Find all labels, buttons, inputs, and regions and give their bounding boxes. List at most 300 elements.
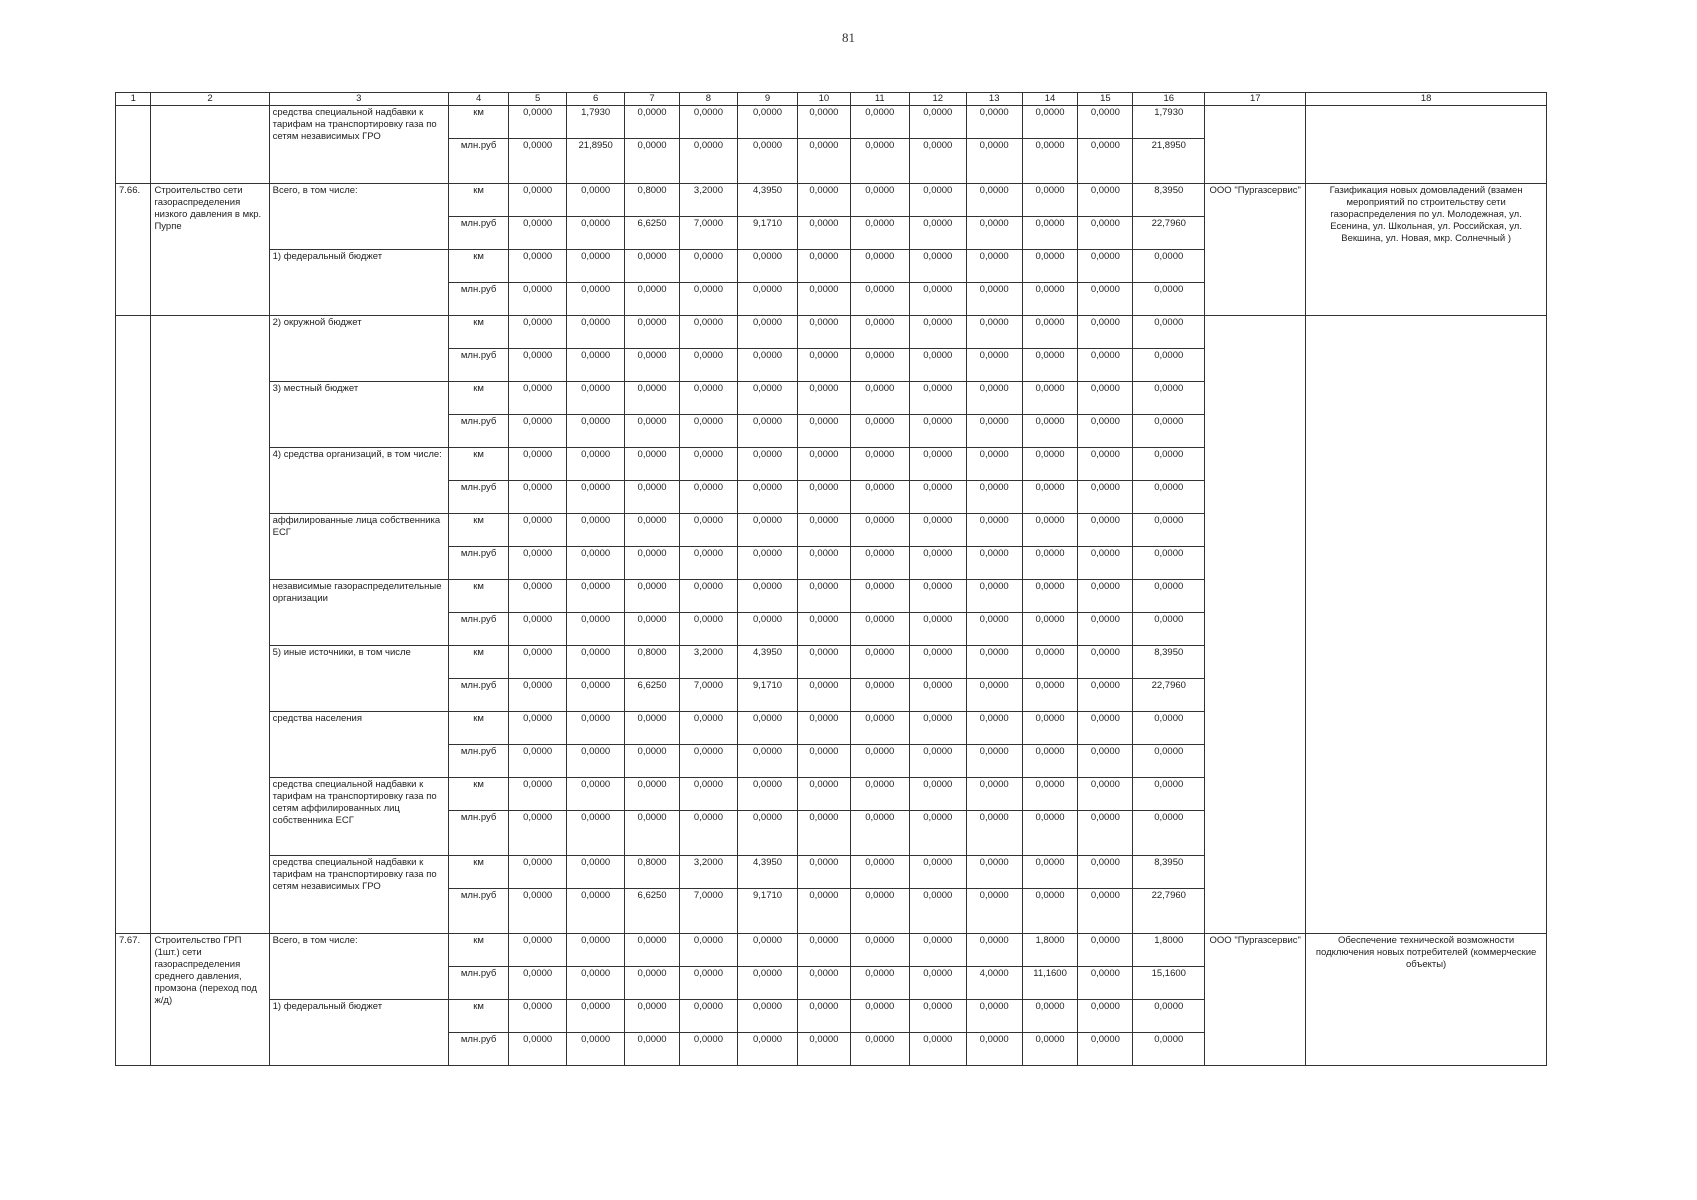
page-number: 81 (842, 30, 855, 45)
value-cell: 0,0000 (679, 139, 737, 184)
column-header: 10 (798, 93, 851, 106)
value-cell: 0,0000 (509, 613, 567, 646)
operator-cell: ООО "Пургазсервис" (1205, 184, 1306, 316)
value-cell: 0,0000 (1022, 184, 1078, 217)
investment-table (115, 92, 1547, 1066)
value-cell: 0,0000 (509, 856, 567, 889)
value-cell: 0,0000 (1078, 316, 1133, 349)
value-cell: 0,0000 (1022, 514, 1078, 547)
table-row (116, 316, 1547, 349)
value-cell: 0,0000 (509, 1000, 567, 1033)
value-cell: 0,0000 (850, 856, 909, 889)
value-cell: 0,0000 (1022, 889, 1078, 934)
unit-cell: млн.руб (449, 745, 509, 778)
unit-cell: млн.руб (449, 811, 509, 856)
value-cell: 0,0000 (625, 250, 680, 283)
value-cell: 0,0000 (1022, 679, 1078, 712)
value-cell: 6,6250 (625, 889, 680, 934)
value-cell: 0,0000 (679, 316, 737, 349)
value-cell: 0,0000 (966, 580, 1022, 613)
value-cell: 0,0000 (1022, 580, 1078, 613)
value-cell: 0,0000 (798, 889, 851, 934)
value-cell: 0,0000 (737, 580, 797, 613)
value-cell: 0,0000 (567, 856, 625, 889)
value-cell: 0,0000 (509, 811, 567, 856)
value-cell: 0,0000 (1022, 217, 1078, 250)
value-cell: 0,0000 (509, 934, 567, 967)
value-cell: 0,0000 (567, 1000, 625, 1033)
value-cell: 1,7930 (1133, 106, 1205, 139)
row-number-cell: 7.66. (116, 184, 151, 316)
value-cell: 0,0000 (567, 448, 625, 481)
value-cell: 0,0000 (798, 547, 851, 580)
value-cell: 0,0000 (1078, 514, 1133, 547)
value-cell: 0,0000 (966, 106, 1022, 139)
unit-cell: км (449, 514, 509, 547)
value-cell: 0,0000 (1078, 745, 1133, 778)
value-cell: 0,0000 (625, 415, 680, 448)
unit-cell: млн.руб (449, 679, 509, 712)
value-cell: 0,0000 (1022, 646, 1078, 679)
funding-source-cell: средства населения (269, 712, 448, 778)
value-cell: 0,0000 (850, 967, 909, 1000)
value-cell: 0,0000 (679, 250, 737, 283)
value-cell: 0,0000 (737, 139, 797, 184)
value-cell: 0,0000 (1078, 889, 1133, 934)
unit-cell: млн.руб (449, 283, 509, 316)
purpose-cell: Газификация новых домовладений (взамен мероприятий по строительству сети газораспределения по ул. Молодежная, ул. Есенина, ул. Школьная, ул. Российская, ул. Векшина, ул. Новая, мкр. Солнечный ) (1306, 184, 1547, 316)
value-cell: 0,0000 (679, 481, 737, 514)
value-cell: 0,0000 (966, 811, 1022, 856)
value-cell: 0,0000 (737, 415, 797, 448)
value-cell: 0,0000 (625, 712, 680, 745)
value-cell: 0,0000 (1133, 415, 1205, 448)
column-header: 6 (567, 93, 625, 106)
value-cell: 0,8000 (625, 184, 680, 217)
unit-cell: млн.руб (449, 349, 509, 382)
funding-source-cell: средства специальной надбавки к тарифам на транспортировку газа по сетям независимых ГРО (269, 856, 448, 934)
value-cell: 0,0000 (567, 1033, 625, 1066)
value-cell: 0,0000 (966, 283, 1022, 316)
value-cell: 0,0000 (1133, 778, 1205, 811)
value-cell: 0,0000 (850, 382, 909, 415)
unit-cell: млн.руб (449, 547, 509, 580)
value-cell: 15,1600 (1133, 967, 1205, 1000)
value-cell: 0,0000 (798, 646, 851, 679)
value-cell: 0,0000 (1133, 316, 1205, 349)
value-cell: 0,0000 (625, 1033, 680, 1066)
value-cell: 0,0000 (798, 316, 851, 349)
value-cell: 0,0000 (850, 679, 909, 712)
column-header: 7 (625, 93, 680, 106)
value-cell: 0,0000 (850, 778, 909, 811)
column-header: 3 (269, 93, 448, 106)
value-cell: 0,0000 (567, 745, 625, 778)
column-header: 9 (737, 93, 797, 106)
value-cell: 0,0000 (567, 967, 625, 1000)
value-cell: 7,0000 (679, 889, 737, 934)
value-cell: 1,8000 (1022, 934, 1078, 967)
value-cell: 21,8950 (567, 139, 625, 184)
value-cell: 0,0000 (1078, 283, 1133, 316)
value-cell: 0,0000 (850, 934, 909, 967)
column-header: 2 (151, 93, 269, 106)
project-name-cell (151, 106, 269, 184)
value-cell: 22,7960 (1133, 889, 1205, 934)
value-cell: 0,0000 (1022, 811, 1078, 856)
value-cell: 0,0000 (679, 415, 737, 448)
value-cell: 0,8000 (625, 856, 680, 889)
value-cell: 0,0000 (679, 712, 737, 745)
value-cell: 0,0000 (1133, 1033, 1205, 1066)
value-cell: 0,0000 (679, 448, 737, 481)
value-cell: 0,0000 (737, 1033, 797, 1066)
value-cell: 0,0000 (509, 448, 567, 481)
value-cell: 0,0000 (567, 382, 625, 415)
funding-source-cell: 2) окружной бюджет (269, 316, 448, 382)
value-cell: 0,0000 (567, 349, 625, 382)
column-header: 1 (116, 93, 151, 106)
value-cell: 0,0000 (679, 382, 737, 415)
value-cell: 0,0000 (1078, 139, 1133, 184)
value-cell: 0,0000 (909, 547, 966, 580)
value-cell: 1,8000 (1133, 934, 1205, 967)
value-cell: 0,0000 (509, 514, 567, 547)
value-cell: 8,3950 (1133, 184, 1205, 217)
value-cell: 0,0000 (1078, 382, 1133, 415)
value-cell: 0,0000 (625, 139, 680, 184)
value-cell: 0,0000 (509, 316, 567, 349)
value-cell: 0,8000 (625, 646, 680, 679)
value-cell: 0,0000 (966, 217, 1022, 250)
value-cell: 0,0000 (509, 139, 567, 184)
value-cell: 0,0000 (737, 613, 797, 646)
value-cell: 0,0000 (909, 448, 966, 481)
value-cell: 0,0000 (1022, 382, 1078, 415)
value-cell: 0,0000 (909, 679, 966, 712)
value-cell: 0,0000 (737, 967, 797, 1000)
value-cell: 0,0000 (509, 283, 567, 316)
value-cell: 0,0000 (737, 349, 797, 382)
value-cell: 0,0000 (679, 967, 737, 1000)
funding-source-cell: 1) федеральный бюджет (269, 1000, 448, 1066)
value-cell: 0,0000 (966, 349, 1022, 382)
value-cell: 0,0000 (966, 778, 1022, 811)
column-header: 17 (1205, 93, 1306, 106)
value-cell: 0,0000 (625, 547, 680, 580)
value-cell: 0,0000 (1133, 811, 1205, 856)
value-cell: 0,0000 (798, 811, 851, 856)
value-cell: 0,0000 (850, 646, 909, 679)
value-cell: 0,0000 (909, 382, 966, 415)
unit-cell: км (449, 712, 509, 745)
value-cell: 0,0000 (737, 382, 797, 415)
value-cell: 0,0000 (625, 1000, 680, 1033)
value-cell: 0,0000 (625, 580, 680, 613)
value-cell: 0,0000 (1022, 745, 1078, 778)
value-cell: 0,0000 (1022, 1000, 1078, 1033)
funding-source-cell: аффилированные лица собственника ЕСГ (269, 514, 448, 580)
value-cell: 0,0000 (1078, 481, 1133, 514)
table-row (116, 106, 1547, 139)
funding-source-cell: Всего, в том числе: (269, 184, 448, 250)
value-cell: 0,0000 (798, 283, 851, 316)
value-cell: 0,0000 (509, 679, 567, 712)
funding-source-cell: 5) иные источники, в том числе (269, 646, 448, 712)
value-cell: 0,0000 (798, 448, 851, 481)
unit-cell: км (449, 1000, 509, 1033)
value-cell: 0,0000 (1133, 613, 1205, 646)
value-cell: 0,0000 (966, 184, 1022, 217)
value-cell: 0,0000 (798, 967, 851, 1000)
value-cell: 0,0000 (567, 778, 625, 811)
value-cell: 0,0000 (1022, 139, 1078, 184)
row-number-cell: 7.67. (116, 934, 151, 1066)
unit-cell: млн.руб (449, 481, 509, 514)
unit-cell: км (449, 184, 509, 217)
value-cell: 0,0000 (966, 547, 1022, 580)
unit-cell: км (449, 778, 509, 811)
value-cell: 0,0000 (1078, 415, 1133, 448)
value-cell: 8,3950 (1133, 856, 1205, 889)
value-cell: 4,3950 (737, 646, 797, 679)
value-cell: 0,0000 (850, 283, 909, 316)
value-cell: 0,0000 (1022, 1033, 1078, 1066)
value-cell: 22,7960 (1133, 679, 1205, 712)
column-header-row (116, 93, 1547, 106)
purpose-cell: Обеспечение технической возможности подключения новых потребителей (коммерческие объекты) (1306, 934, 1547, 1066)
value-cell: 0,0000 (850, 139, 909, 184)
value-cell: 0,0000 (850, 889, 909, 934)
value-cell: 0,0000 (966, 448, 1022, 481)
value-cell: 3,2000 (679, 856, 737, 889)
value-cell: 0,0000 (625, 514, 680, 547)
value-cell: 0,0000 (567, 646, 625, 679)
value-cell: 0,0000 (1022, 778, 1078, 811)
value-cell: 0,0000 (625, 448, 680, 481)
value-cell: 0,0000 (679, 580, 737, 613)
column-header: 4 (449, 93, 509, 106)
value-cell: 0,0000 (567, 316, 625, 349)
value-cell: 0,0000 (850, 481, 909, 514)
value-cell: 0,0000 (567, 283, 625, 316)
operator-cell: ООО "Пургазсервис" (1205, 934, 1306, 1066)
value-cell: 0,0000 (679, 1000, 737, 1033)
value-cell: 0,0000 (1078, 448, 1133, 481)
value-cell: 0,0000 (798, 934, 851, 967)
value-cell: 0,0000 (737, 1000, 797, 1033)
column-header: 15 (1078, 93, 1133, 106)
value-cell: 0,0000 (679, 349, 737, 382)
value-cell: 0,0000 (1022, 283, 1078, 316)
value-cell: 0,0000 (1078, 778, 1133, 811)
funding-source-cell: 1) федеральный бюджет (269, 250, 448, 316)
row-number-cell (116, 316, 151, 934)
value-cell: 0,0000 (1133, 547, 1205, 580)
value-cell: 0,0000 (850, 613, 909, 646)
unit-cell: км (449, 448, 509, 481)
value-cell: 0,0000 (1022, 547, 1078, 580)
value-cell: 11,1600 (1022, 967, 1078, 1000)
value-cell: 0,0000 (798, 139, 851, 184)
value-cell: 6,6250 (625, 217, 680, 250)
value-cell: 0,0000 (567, 712, 625, 745)
value-cell: 0,0000 (850, 349, 909, 382)
value-cell: 0,0000 (966, 889, 1022, 934)
project-name-cell: Строительство сети газораспределения низкого давления в мкр. Пурпе (151, 184, 269, 316)
value-cell: 0,0000 (567, 217, 625, 250)
value-cell: 0,0000 (509, 415, 567, 448)
funding-source-cell: независимые газораспределительные организации (269, 580, 448, 646)
value-cell: 0,0000 (1133, 580, 1205, 613)
value-cell: 0,0000 (850, 184, 909, 217)
unit-cell: млн.руб (449, 1033, 509, 1066)
value-cell: 0,0000 (798, 481, 851, 514)
value-cell: 0,0000 (567, 184, 625, 217)
value-cell: 0,0000 (1022, 106, 1078, 139)
value-cell: 0,0000 (509, 106, 567, 139)
value-cell: 0,0000 (798, 712, 851, 745)
value-cell: 0,0000 (909, 1000, 966, 1033)
unit-cell: млн.руб (449, 967, 509, 1000)
value-cell: 0,0000 (966, 745, 1022, 778)
value-cell: 0,0000 (509, 967, 567, 1000)
value-cell: 0,0000 (1078, 811, 1133, 856)
value-cell: 0,0000 (909, 139, 966, 184)
column-header: 5 (509, 93, 567, 106)
value-cell: 0,0000 (909, 745, 966, 778)
value-cell: 0,0000 (1078, 967, 1133, 1000)
value-cell: 0,0000 (909, 889, 966, 934)
value-cell: 0,0000 (1133, 448, 1205, 481)
value-cell: 7,0000 (679, 679, 737, 712)
value-cell: 0,0000 (679, 283, 737, 316)
value-cell: 0,0000 (966, 250, 1022, 283)
value-cell: 0,0000 (798, 1000, 851, 1033)
project-name-cell: Строительство ГРП (1шт.) сети газораспределения среднего давления, промзона (переход под ж/д) (151, 934, 269, 1066)
value-cell: 0,0000 (1078, 646, 1133, 679)
value-cell: 0,0000 (909, 811, 966, 856)
table-body (116, 93, 1547, 1066)
value-cell: 6,6250 (625, 679, 680, 712)
value-cell: 0,0000 (1078, 712, 1133, 745)
value-cell: 0,0000 (509, 778, 567, 811)
value-cell: 0,0000 (567, 481, 625, 514)
unit-cell: млн.руб (449, 217, 509, 250)
value-cell: 0,0000 (1133, 382, 1205, 415)
project-name-cell (151, 316, 269, 934)
value-cell: 0,0000 (966, 316, 1022, 349)
value-cell: 0,0000 (798, 514, 851, 547)
value-cell: 0,0000 (737, 778, 797, 811)
value-cell: 0,0000 (567, 679, 625, 712)
value-cell: 0,0000 (1078, 217, 1133, 250)
value-cell: 0,0000 (909, 415, 966, 448)
value-cell: 21,8950 (1133, 139, 1205, 184)
value-cell: 0,0000 (1078, 1033, 1133, 1066)
value-cell: 0,0000 (509, 1033, 567, 1066)
unit-cell: км (449, 382, 509, 415)
value-cell: 0,0000 (966, 382, 1022, 415)
value-cell: 1,7930 (567, 106, 625, 139)
value-cell: 0,0000 (1022, 250, 1078, 283)
value-cell: 7,0000 (679, 217, 737, 250)
value-cell: 0,0000 (1022, 856, 1078, 889)
value-cell: 0,0000 (798, 1033, 851, 1066)
funding-source-cell: средства специальной надбавки к тарифам на транспортировку газа по сетям независимых ГРО (269, 106, 448, 184)
value-cell: 0,0000 (798, 580, 851, 613)
value-cell: 0,0000 (567, 547, 625, 580)
funding-source-cell: 3) местный бюджет (269, 382, 448, 448)
column-header: 12 (909, 93, 966, 106)
value-cell: 0,0000 (1022, 481, 1078, 514)
value-cell: 0,0000 (679, 106, 737, 139)
value-cell: 0,0000 (850, 415, 909, 448)
value-cell: 8,3950 (1133, 646, 1205, 679)
value-cell: 0,0000 (737, 316, 797, 349)
value-cell: 0,0000 (625, 283, 680, 316)
value-cell: 0,0000 (679, 934, 737, 967)
unit-cell: млн.руб (449, 415, 509, 448)
value-cell: 0,0000 (850, 547, 909, 580)
value-cell: 0,0000 (1022, 613, 1078, 646)
value-cell: 0,0000 (737, 448, 797, 481)
value-cell: 0,0000 (909, 106, 966, 139)
value-cell: 0,0000 (567, 811, 625, 856)
value-cell: 0,0000 (679, 1033, 737, 1066)
value-cell: 0,0000 (679, 613, 737, 646)
value-cell: 0,0000 (679, 547, 737, 580)
value-cell: 0,0000 (850, 250, 909, 283)
value-cell: 3,2000 (679, 184, 737, 217)
value-cell: 0,0000 (737, 934, 797, 967)
value-cell: 9,1710 (737, 679, 797, 712)
value-cell: 0,0000 (679, 745, 737, 778)
value-cell: 0,0000 (909, 217, 966, 250)
value-cell: 0,0000 (1022, 316, 1078, 349)
table-row (116, 934, 1547, 967)
value-cell: 0,0000 (1133, 1000, 1205, 1033)
value-cell: 0,0000 (1078, 679, 1133, 712)
column-header: 11 (850, 93, 909, 106)
value-cell: 9,1710 (737, 889, 797, 934)
value-cell: 0,0000 (1133, 481, 1205, 514)
value-cell: 0,0000 (1078, 580, 1133, 613)
value-cell: 0,0000 (625, 934, 680, 967)
value-cell: 0,0000 (966, 934, 1022, 967)
value-cell: 0,0000 (850, 514, 909, 547)
value-cell: 0,0000 (798, 679, 851, 712)
value-cell: 0,0000 (909, 646, 966, 679)
value-cell: 0,0000 (909, 580, 966, 613)
funding-source-cell: 4) средства организаций, в том числе: (269, 448, 448, 514)
value-cell: 0,0000 (509, 646, 567, 679)
value-cell: 0,0000 (567, 514, 625, 547)
value-cell: 0,0000 (909, 613, 966, 646)
value-cell: 0,0000 (850, 712, 909, 745)
column-header: 16 (1133, 93, 1205, 106)
value-cell: 0,0000 (737, 250, 797, 283)
unit-cell: млн.руб (449, 613, 509, 646)
value-cell: 0,0000 (1022, 712, 1078, 745)
value-cell: 0,0000 (850, 745, 909, 778)
value-cell: 0,0000 (1133, 283, 1205, 316)
value-cell: 0,0000 (625, 967, 680, 1000)
value-cell: 0,0000 (567, 250, 625, 283)
value-cell: 0,0000 (966, 856, 1022, 889)
value-cell: 0,0000 (567, 580, 625, 613)
value-cell: 0,0000 (850, 448, 909, 481)
